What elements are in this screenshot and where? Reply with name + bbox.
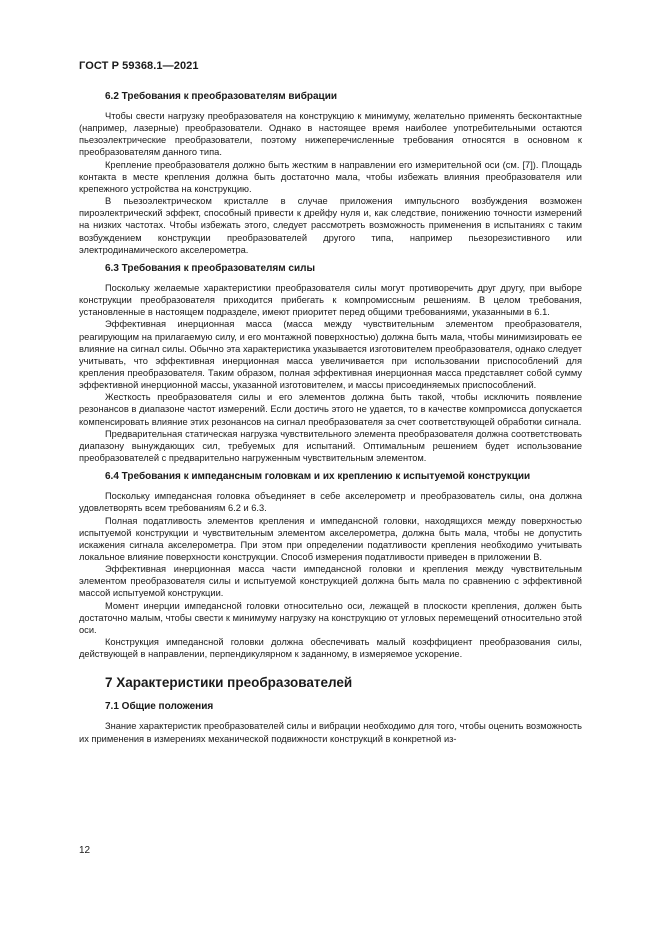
paragraph: Полная податливость элементов крепления и импедансной головки, находящихся между поверхностью испытуемой конструкции и чувствительным элементом акселерометра, должна быть мала, чтобы не допустить искажения сигнала акселерометра. При этом при определении податливости крепления необходимо учитывать локальное влияние поверхности конструкции. Способ измерения податливости приведен в приложении В. xyxy=(79,515,582,562)
section-6-4-heading: 6.4 Требования к импедансным головкам и их креплению к испытуемой конструкции xyxy=(105,471,531,483)
paragraph: Чтобы свести нагрузку преобразователя на конструкцию к минимуму, желательно применять бесконтактные (например, лазерные) преобразователи. Однако в настоящее время наиболее употребительными остаются пьезоэлектрические преобразователи, поэтому нижеперечисленные требования относятся в основном к преобразователям данного типа. xyxy=(79,111,582,158)
paragraph: Конструкция импедансной головки должна обеспечивать малый коэффициент преобразования силы, действующей в направлении, перпендикулярном к заданному, в измеряемое ускорение. xyxy=(79,637,582,660)
section-6-3-heading: 6.3 Требования к преобразователям силы xyxy=(105,262,316,274)
paragraph: Жесткость преобразователя силы и его элементов должна быть такой, чтобы исключить появление резонансов в диапазоне частот измерений. Если достичь этого не удается, то в качестве компромисса допускается компенсировать влияние этих резонансов на сигнал преобразователя за счет соответствующей обработки сигнала. xyxy=(79,392,582,427)
page-number: 12 xyxy=(79,845,91,856)
section-6-2-heading: 6.2 Требования к преобразователям вибрации xyxy=(105,91,337,102)
paragraph: Эффективная инерционная масса (масса между чувствительным элементом преобразователя, реагирующим на прилагаемую силу, и его монтажной поверхностью) должна быть мала, чтобы минимизировать ее влияние на сигнал силы. Обычно эта характеристика указывается изготовителем преобразователя, однако следует учитывать, что эффективная инерционная масса увеличивается при использовании приспособлений для крепления преобразователя. Таким образом, полная эффективная инерционная масса представляет собой сумму эффективной инерционной массы, указанной изготовителем, и массы присоединяемых приспособлений. xyxy=(79,319,582,391)
paragraph: Крепление преобразователя должно быть жестким в направлении его измерительной оси (см. [7]). Площадь контакта в месте крепления должна быть достаточно мала, чтобы избежать влияния преобразователя или крепежного устройства на конструкцию. xyxy=(79,159,582,194)
paragraph: Предварительная статическая нагрузка чувствительного элемента преобразователя должна соответствовать диапазону вынуждающих сил, требуемых для испытаний. Оптимальным решением будет использование преобразователей с предварительно нагруженным чувствительным элементом. xyxy=(79,428,582,464)
paragraph: Эффективная инерционная масса части импедансной головки и крепления между чувствительным элементом преобразователя силы и испытуемой конструкцией должна быть мала по сравнению с эффективной массой испытуемой конструкции. xyxy=(79,564,582,599)
page-content xyxy=(79,90,582,745)
section-7-1-heading: 7.1 Общие положения xyxy=(105,701,214,713)
paragraph: Поскольку желаемые характеристики преобразователя силы могут противоречить друг другу, при выборе конструкции преобразователя приходится прибегать к компромиссным решениям. В целом требования, установленные в настоящем подразделе, имеют приоритет перед общими требованиями, указанными в 6.1. xyxy=(79,282,582,318)
paragraph: Знание характеристик преобразователей силы и вибрации необходимо для того, чтобы оценить возможность их применения в измерениях механической подвижности конструкций в конкретной из- xyxy=(79,721,582,744)
paragraph: Поскольку импедансная головка объединяет в себе акселерометр и преобразователь силы, она должна удовлетворять всем требованиям 6.2 и 6.3. xyxy=(79,491,582,514)
paragraph: В пьезоэлектрическом кристалле в случае приложения импульсного возбуждения возможен пироэлектрический эффект, способный привести к дрейфу нуля и, как следствие, понижению точности измерений на низких частотах. Чтобы избежать этого, следует рассмотреть возможность применения в испытаниях с таким возбуждением конструкции преобразователей другого типа, например пьезорезистивного или электродинамического акселерометра. xyxy=(79,196,582,255)
standard-header: ГОСТ Р 59368.1—2021 xyxy=(79,60,199,72)
section-7-heading: 7 Характеристики преобразователей xyxy=(105,675,353,691)
paragraph: Момент инерции импедансной головки относительно оси, лежащей в плоскости крепления, должен быть достаточно малым, чтобы свести к минимуму нагрузку на конструкцию от угловых перемещений относительно этой оси. xyxy=(79,600,582,635)
